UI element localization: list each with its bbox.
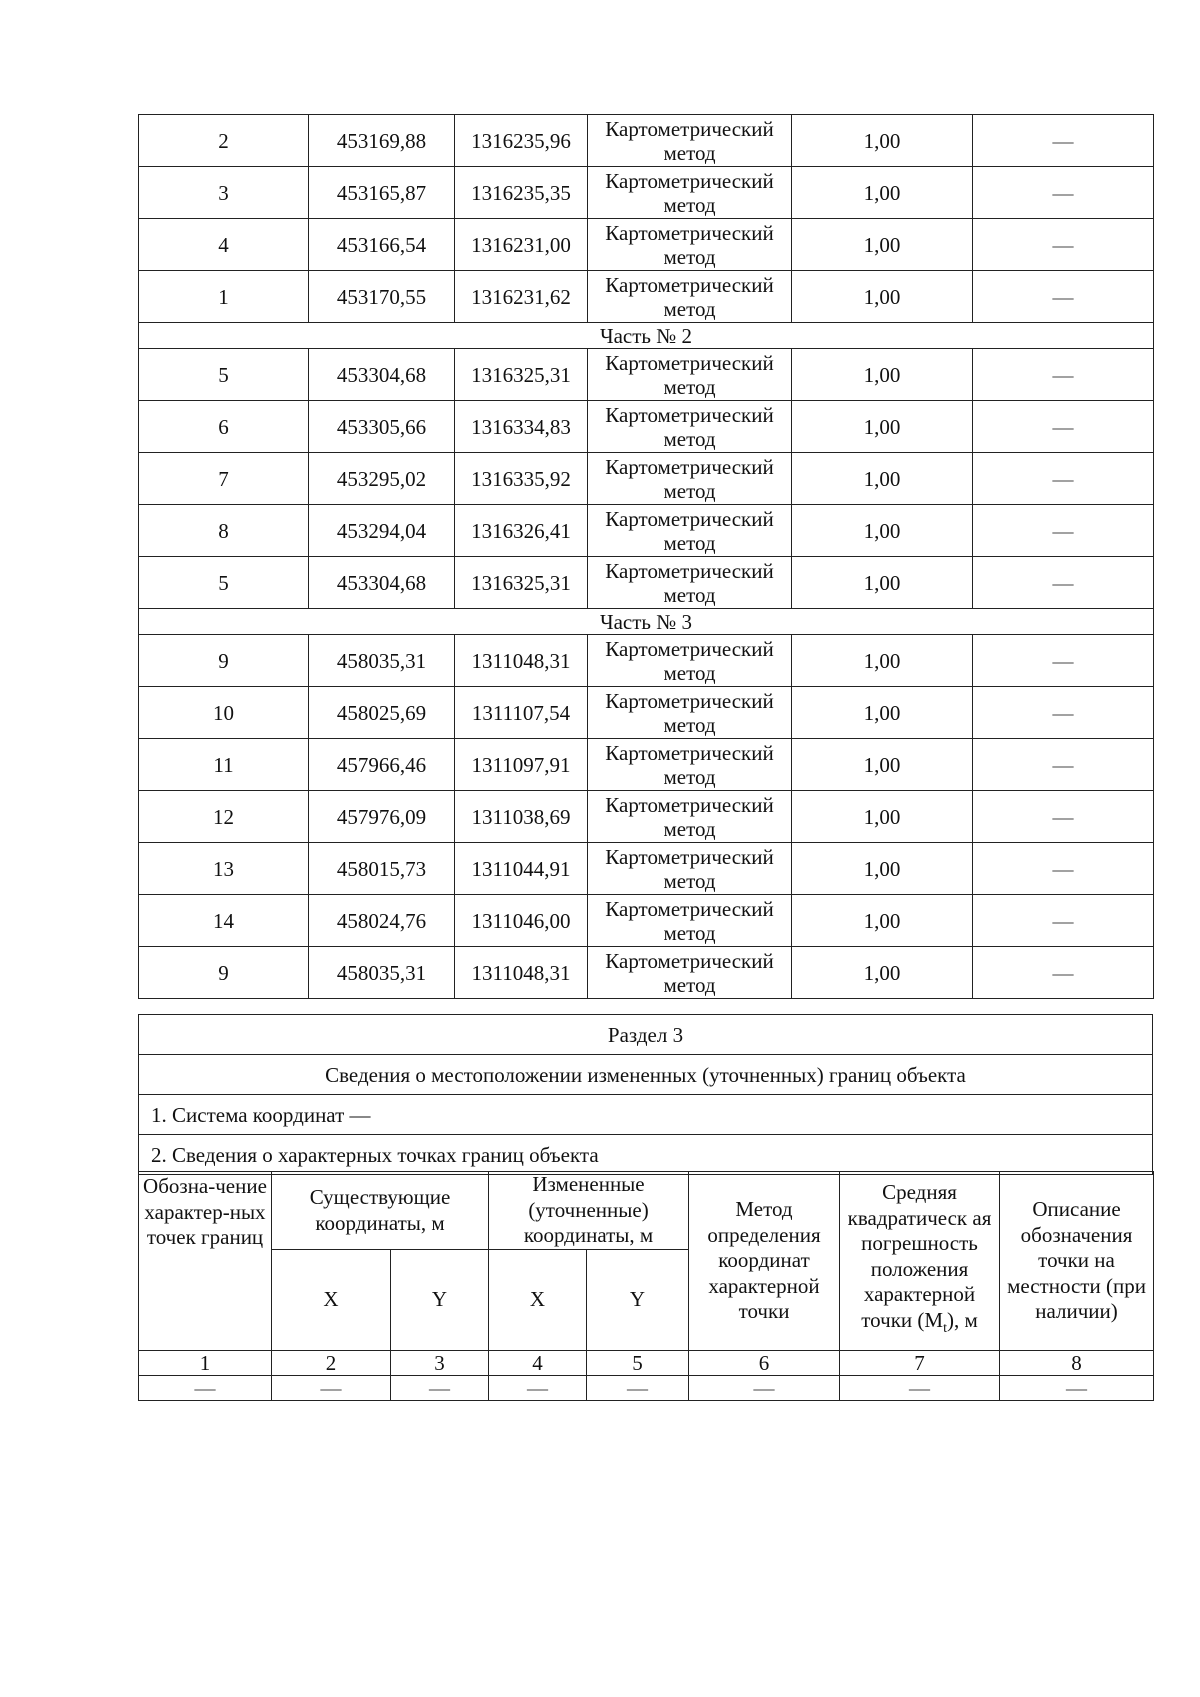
table-row xyxy=(139,401,1154,453)
y-coordinate-cell: 1311048,31 xyxy=(455,947,588,999)
empty-cell: — xyxy=(840,1376,1000,1401)
method-cell: Картометрический метод xyxy=(588,947,792,999)
points-heading: 2. Сведения о характерных точках границ объекта xyxy=(139,1135,1153,1175)
y-coordinate-cell: 1316235,35 xyxy=(455,167,588,219)
accuracy-cell: 1,00 xyxy=(792,895,973,947)
part-heading: Часть № 2 xyxy=(139,323,1154,349)
method-cell: Картометрический метод xyxy=(588,271,792,323)
point-number-cell: 2 xyxy=(139,115,309,167)
description-cell: — xyxy=(973,219,1154,271)
method-cell: Картометрический метод xyxy=(588,791,792,843)
changed-boundary-points-table xyxy=(138,1171,1154,1401)
description-cell: — xyxy=(973,557,1154,609)
method-cell: Картометрический метод xyxy=(588,557,792,609)
x-coordinate-cell: 458035,31 xyxy=(309,635,455,687)
section-title: Раздел 3 xyxy=(139,1015,1153,1055)
method-cell: Картометрический метод xyxy=(588,167,792,219)
method-cell: Картометрический метод xyxy=(588,349,792,401)
x-coordinate-cell: 453166,54 xyxy=(309,219,455,271)
point-number-cell: 5 xyxy=(139,349,309,401)
method-cell: Картометрический метод xyxy=(588,843,792,895)
point-number-cell: 1 xyxy=(139,271,309,323)
y-coordinate-cell: 1311048,31 xyxy=(455,635,588,687)
x-coordinate-cell: 458025,69 xyxy=(309,687,455,739)
table-row xyxy=(139,687,1154,739)
header-changed-coordinates: Измененные (уточненные) координаты, м xyxy=(489,1172,689,1250)
header-accuracy: Средняя квадратическ ая погрешность положения характерной точки $(M_t)$, м xyxy=(840,1172,1000,1351)
point-number-cell: 5 xyxy=(139,557,309,609)
y-coordinate-cell: 1311097,91 xyxy=(455,739,588,791)
description-cell: — xyxy=(973,791,1154,843)
table-row xyxy=(139,349,1154,401)
description-cell: — xyxy=(973,843,1154,895)
y-coordinate-cell: 1316325,31 xyxy=(455,557,588,609)
header-existing-x: X xyxy=(272,1250,391,1351)
empty-cell: — xyxy=(587,1376,689,1401)
description-cell: — xyxy=(973,401,1154,453)
method-cell: Картометрический метод xyxy=(588,115,792,167)
method-cell: Картометрический метод xyxy=(588,505,792,557)
table-row xyxy=(139,505,1154,557)
accuracy-cell: 1,00 xyxy=(792,271,973,323)
x-coordinate-cell: 453304,68 xyxy=(309,557,455,609)
part-heading-row xyxy=(139,323,1154,349)
column-number: 7 xyxy=(840,1351,1000,1376)
point-number-cell: 10 xyxy=(139,687,309,739)
point-number-cell: 4 xyxy=(139,219,309,271)
column-number: 6 xyxy=(689,1351,840,1376)
method-cell: Картометрический метод xyxy=(588,219,792,271)
header-changed-x: X xyxy=(489,1250,587,1351)
table-row xyxy=(139,1376,1154,1401)
accuracy-cell: 1,00 xyxy=(792,947,973,999)
y-coordinate-cell: 1316326,41 xyxy=(455,505,588,557)
column-number: 1 xyxy=(139,1351,272,1376)
table-row xyxy=(139,271,1154,323)
column-number: 2 xyxy=(272,1351,391,1376)
y-coordinate-cell: 1316235,96 xyxy=(455,115,588,167)
table-row xyxy=(139,739,1154,791)
x-coordinate-cell: 457966,46 xyxy=(309,739,455,791)
y-coordinate-cell: 1311107,54 xyxy=(455,687,588,739)
accuracy-cell: 1,00 xyxy=(792,687,973,739)
column-number: 3 xyxy=(391,1351,489,1376)
accuracy-cell: 1,00 xyxy=(792,791,973,843)
empty-cell: — xyxy=(689,1376,840,1401)
method-cell: Картометрический метод xyxy=(588,453,792,505)
accuracy-cell: 1,00 xyxy=(792,635,973,687)
x-coordinate-cell: 458015,73 xyxy=(309,843,455,895)
y-coordinate-cell: 1316231,62 xyxy=(455,271,588,323)
section-subtitle: Сведения о местоположении измененных (уточненных) границ объекта xyxy=(139,1055,1153,1095)
x-coordinate-cell: 453170,55 xyxy=(309,271,455,323)
x-coordinate-cell: 453294,04 xyxy=(309,505,455,557)
section3-header-table xyxy=(138,1014,1153,1175)
point-number-cell: 3 xyxy=(139,167,309,219)
point-number-cell: 9 xyxy=(139,635,309,687)
table-row xyxy=(139,219,1154,271)
column-numbers-row xyxy=(139,1351,1154,1376)
column-number: 8 xyxy=(1000,1351,1154,1376)
x-coordinate-cell: 453305,66 xyxy=(309,401,455,453)
x-coordinate-cell: 453165,87 xyxy=(309,167,455,219)
table-row xyxy=(139,947,1154,999)
y-coordinate-cell: 1316335,92 xyxy=(455,453,588,505)
header-description: Описание обозначения точки на местности (при наличии) xyxy=(1000,1172,1154,1351)
point-number-cell: 8 xyxy=(139,505,309,557)
y-coordinate-cell: 1311044,91 xyxy=(455,843,588,895)
point-number-cell: 13 xyxy=(139,843,309,895)
point-number-cell: 7 xyxy=(139,453,309,505)
x-coordinate-cell: 453295,02 xyxy=(309,453,455,505)
table-row xyxy=(139,115,1154,167)
accuracy-cell: 1,00 xyxy=(792,349,973,401)
header-existing-y: Y xyxy=(391,1250,489,1351)
part-heading-row xyxy=(139,609,1154,635)
description-cell: — xyxy=(973,271,1154,323)
method-cell: Картометрический метод xyxy=(588,895,792,947)
accuracy-cell: 1,00 xyxy=(792,505,973,557)
point-number-cell: 12 xyxy=(139,791,309,843)
table-row xyxy=(139,557,1154,609)
description-cell: — xyxy=(973,167,1154,219)
coordinate-system-label: 1. Система координат — xyxy=(139,1095,1153,1135)
column-number: 5 xyxy=(587,1351,689,1376)
accuracy-cell: 1,00 xyxy=(792,167,973,219)
table-row xyxy=(139,167,1154,219)
x-coordinate-cell: 458035,31 xyxy=(309,947,455,999)
accuracy-cell: 1,00 xyxy=(792,453,973,505)
description-cell: — xyxy=(973,635,1154,687)
table-row xyxy=(139,895,1154,947)
description-cell: — xyxy=(973,453,1154,505)
point-number-cell: 11 xyxy=(139,739,309,791)
accuracy-cell: 1,00 xyxy=(792,219,973,271)
description-cell: — xyxy=(973,115,1154,167)
empty-cell: — xyxy=(139,1376,272,1401)
x-coordinate-cell: 453304,68 xyxy=(309,349,455,401)
header-changed-y: Y xyxy=(587,1250,689,1351)
point-number-cell: 6 xyxy=(139,401,309,453)
y-coordinate-cell: 1316334,83 xyxy=(455,401,588,453)
point-number-cell: 14 xyxy=(139,895,309,947)
header-designation: Обозна-чение характер-ных точек границ xyxy=(139,1172,272,1351)
accuracy-cell: 1,00 xyxy=(792,739,973,791)
y-coordinate-cell: 1311046,00 xyxy=(455,895,588,947)
table-row xyxy=(139,791,1154,843)
description-cell: — xyxy=(973,739,1154,791)
method-cell: Картометрический метод xyxy=(588,635,792,687)
method-cell: Картометрический метод xyxy=(588,739,792,791)
empty-cell: — xyxy=(489,1376,587,1401)
accuracy-cell: 1,00 xyxy=(792,401,973,453)
coordinates-table-part1 xyxy=(138,114,1154,999)
description-cell: — xyxy=(973,947,1154,999)
y-coordinate-cell: 1316231,00 xyxy=(455,219,588,271)
part-heading: Часть № 3 xyxy=(139,609,1154,635)
x-coordinate-cell: 457976,09 xyxy=(309,791,455,843)
y-coordinate-cell: 1316325,31 xyxy=(455,349,588,401)
y-coordinate-cell: 1311038,69 xyxy=(455,791,588,843)
empty-cell: — xyxy=(391,1376,489,1401)
empty-cell: — xyxy=(1000,1376,1154,1401)
table-row xyxy=(139,843,1154,895)
method-cell: Картометрический метод xyxy=(588,401,792,453)
table-row xyxy=(139,453,1154,505)
point-number-cell: 9 xyxy=(139,947,309,999)
header-method: Метод определения координат характерной точки xyxy=(689,1172,840,1351)
accuracy-cell: 1,00 xyxy=(792,115,973,167)
accuracy-cell: 1,00 xyxy=(792,557,973,609)
x-coordinate-cell: 458024,76 xyxy=(309,895,455,947)
column-number: 4 xyxy=(489,1351,587,1376)
x-coordinate-cell: 453169,88 xyxy=(309,115,455,167)
accuracy-cell: 1,00 xyxy=(792,843,973,895)
table-row xyxy=(139,635,1154,687)
description-cell: — xyxy=(973,895,1154,947)
description-cell: — xyxy=(973,687,1154,739)
description-cell: — xyxy=(973,505,1154,557)
method-cell: Картометрический метод xyxy=(588,687,792,739)
empty-cell: — xyxy=(272,1376,391,1401)
description-cell: — xyxy=(973,349,1154,401)
header-existing-coordinates: Существующие координаты, м xyxy=(272,1172,489,1250)
